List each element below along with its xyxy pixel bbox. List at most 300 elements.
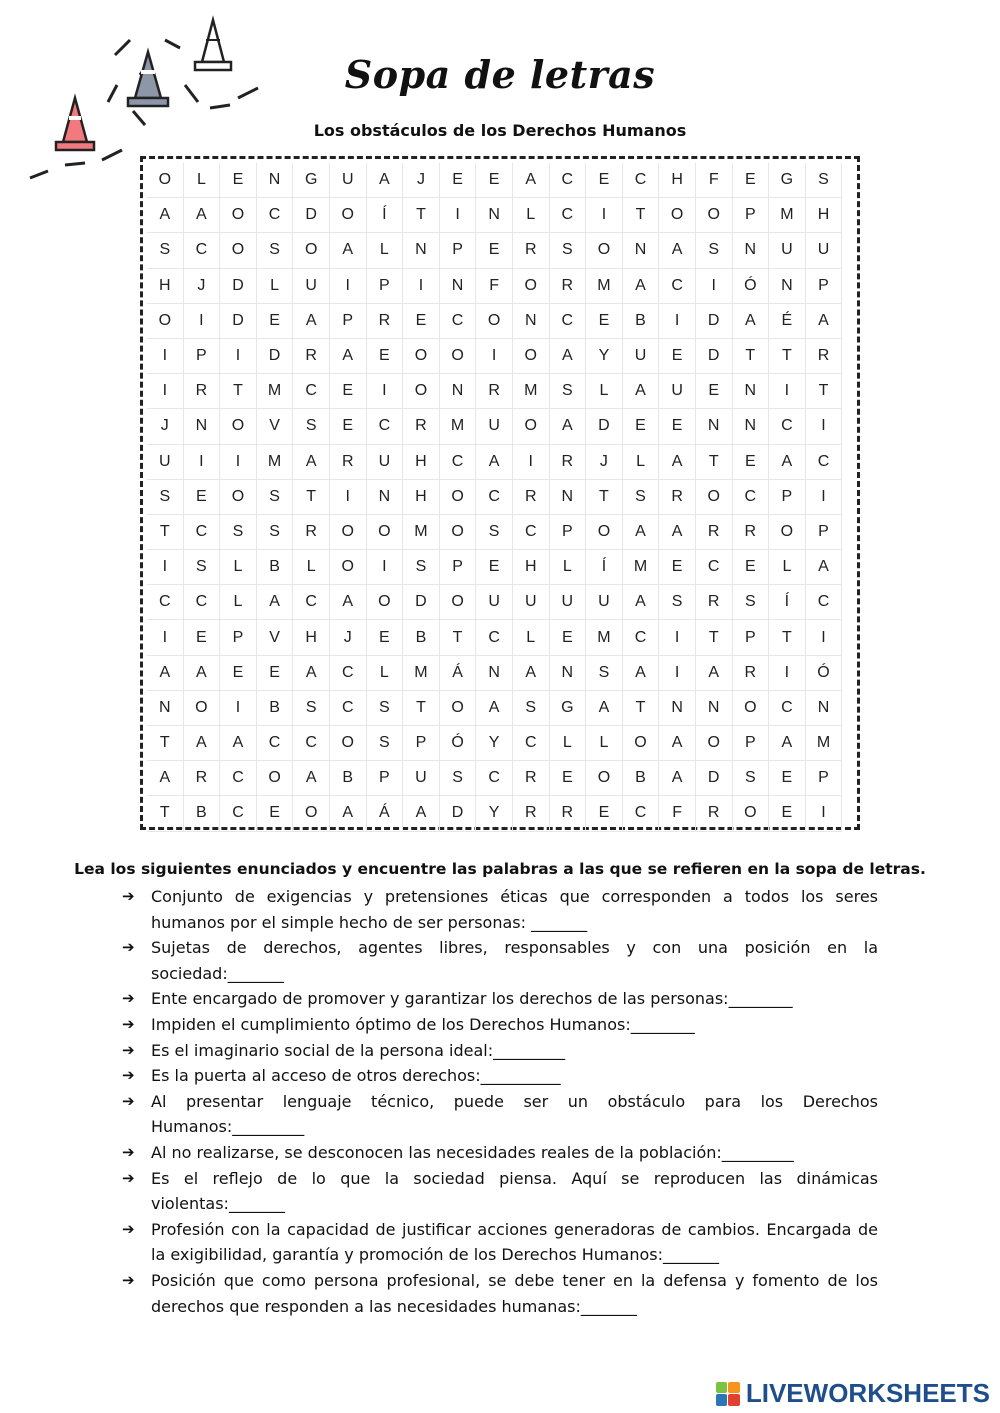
grid-cell[interactable]: G	[550, 691, 587, 726]
grid-cell[interactable]: O	[257, 761, 294, 796]
grid-cell[interactable]: C	[696, 550, 733, 585]
grid-cell[interactable]: D	[696, 339, 733, 374]
grid-cell[interactable]: B	[257, 691, 294, 726]
grid-cell[interactable]: A	[623, 374, 660, 409]
grid-cell[interactable]: A	[293, 656, 330, 691]
grid-cell[interactable]: A	[659, 761, 696, 796]
grid-cell[interactable]: L	[367, 233, 404, 268]
grid-cell[interactable]: H	[403, 445, 440, 480]
grid-cell[interactable]: H	[293, 620, 330, 655]
grid-cell[interactable]: S	[293, 409, 330, 444]
grid-cell[interactable]: N	[696, 691, 733, 726]
grid-cell[interactable]: A	[659, 726, 696, 761]
grid-cell[interactable]: E	[330, 374, 367, 409]
grid-cell[interactable]: O	[367, 515, 404, 550]
grid-cell[interactable]: A	[330, 585, 367, 620]
grid-cell[interactable]: D	[220, 304, 257, 339]
grid-cell[interactable]: E	[367, 339, 404, 374]
grid-cell[interactable]: R	[696, 796, 733, 831]
grid-cell[interactable]: C	[806, 445, 843, 480]
grid-cell[interactable]: A	[659, 445, 696, 480]
grid-cell[interactable]: C	[220, 761, 257, 796]
grid-cell[interactable]: L	[513, 198, 550, 233]
grid-cell[interactable]: C	[293, 374, 330, 409]
grid-cell[interactable]: O	[586, 761, 623, 796]
grid-cell[interactable]: M	[586, 269, 623, 304]
grid-cell[interactable]: P	[733, 198, 770, 233]
grid-cell[interactable]: R	[696, 515, 733, 550]
grid-cell[interactable]: I	[659, 620, 696, 655]
grid-cell[interactable]: B	[330, 761, 367, 796]
grid-cell[interactable]: R	[330, 445, 367, 480]
grid-cell[interactable]: R	[513, 761, 550, 796]
grid-cell[interactable]: R	[513, 796, 550, 831]
grid-cell[interactable]: E	[184, 480, 221, 515]
grid-cell[interactable]: P	[806, 761, 843, 796]
grid-cell[interactable]: C	[476, 620, 513, 655]
grid-cell[interactable]: I	[220, 339, 257, 374]
grid-cell[interactable]: S	[147, 233, 184, 268]
grid-cell[interactable]: E	[257, 656, 294, 691]
grid-cell[interactable]: E	[659, 339, 696, 374]
grid-cell[interactable]: D	[696, 304, 733, 339]
grid-cell[interactable]: E	[696, 374, 733, 409]
grid-cell[interactable]: A	[293, 304, 330, 339]
grid-cell[interactable]: N	[367, 480, 404, 515]
grid-cell[interactable]: T	[440, 620, 477, 655]
grid-cell[interactable]: N	[147, 691, 184, 726]
grid-cell[interactable]: O	[659, 198, 696, 233]
grid-cell[interactable]: T	[806, 374, 843, 409]
grid-cell[interactable]: O	[330, 515, 367, 550]
grid-cell[interactable]: E	[184, 620, 221, 655]
grid-cell[interactable]: D	[257, 339, 294, 374]
grid-cell[interactable]: M	[769, 198, 806, 233]
grid-cell[interactable]: S	[367, 691, 404, 726]
grid-cell[interactable]: O	[220, 480, 257, 515]
grid-cell[interactable]: P	[733, 726, 770, 761]
grid-cell[interactable]: P	[733, 620, 770, 655]
grid-cell[interactable]: E	[733, 163, 770, 198]
grid-cell[interactable]: S	[586, 656, 623, 691]
grid-cell[interactable]: A	[513, 163, 550, 198]
grid-cell[interactable]: O	[586, 233, 623, 268]
grid-cell[interactable]: E	[476, 233, 513, 268]
grid-cell[interactable]: N	[513, 304, 550, 339]
grid-cell[interactable]: C	[476, 480, 513, 515]
grid-cell[interactable]: J	[586, 445, 623, 480]
grid-cell[interactable]: I	[184, 445, 221, 480]
grid-cell[interactable]: O	[147, 304, 184, 339]
grid-cell[interactable]: E	[367, 620, 404, 655]
grid-cell[interactable]: S	[733, 761, 770, 796]
grid-cell[interactable]: O	[293, 233, 330, 268]
grid-cell[interactable]: N	[733, 233, 770, 268]
grid-cell[interactable]: O	[440, 691, 477, 726]
grid-cell[interactable]: O	[440, 480, 477, 515]
grid-cell[interactable]: L	[550, 550, 587, 585]
grid-cell[interactable]: I	[696, 269, 733, 304]
grid-cell[interactable]: L	[623, 445, 660, 480]
grid-cell[interactable]: C	[513, 726, 550, 761]
grid-cell[interactable]: A	[659, 515, 696, 550]
grid-cell[interactable]: C	[550, 163, 587, 198]
grid-cell[interactable]: I	[806, 480, 843, 515]
grid-cell[interactable]: C	[733, 480, 770, 515]
grid-cell[interactable]: S	[403, 550, 440, 585]
grid-cell[interactable]: A	[147, 761, 184, 796]
grid-cell[interactable]: H	[806, 198, 843, 233]
grid-cell[interactable]: R	[513, 480, 550, 515]
grid-cell[interactable]: I	[806, 796, 843, 831]
grid-cell[interactable]: I	[513, 445, 550, 480]
grid-cell[interactable]: E	[476, 550, 513, 585]
grid-cell[interactable]: E	[257, 796, 294, 831]
grid-cell[interactable]: U	[623, 339, 660, 374]
grid-cell[interactable]: C	[769, 409, 806, 444]
grid-cell[interactable]: U	[806, 233, 843, 268]
grid-cell[interactable]: R	[733, 515, 770, 550]
grid-cell[interactable]: L	[367, 656, 404, 691]
grid-cell[interactable]: A	[293, 761, 330, 796]
grid-cell[interactable]: Ó	[806, 656, 843, 691]
grid-cell[interactable]: S	[293, 691, 330, 726]
grid-cell[interactable]: T	[586, 480, 623, 515]
grid-cell[interactable]: Ó	[733, 269, 770, 304]
grid-cell[interactable]: E	[257, 304, 294, 339]
grid-cell[interactable]: C	[440, 445, 477, 480]
grid-cell[interactable]: C	[367, 409, 404, 444]
grid-cell[interactable]: F	[659, 796, 696, 831]
grid-cell[interactable]: J	[184, 269, 221, 304]
grid-cell[interactable]: O	[330, 550, 367, 585]
grid-cell[interactable]: G	[769, 163, 806, 198]
grid-cell[interactable]: D	[586, 409, 623, 444]
grid-cell[interactable]: B	[623, 304, 660, 339]
grid-cell[interactable]: U	[476, 585, 513, 620]
grid-cell[interactable]: E	[659, 550, 696, 585]
grid-cell[interactable]: U	[586, 585, 623, 620]
grid-cell[interactable]: O	[769, 515, 806, 550]
grid-cell[interactable]: N	[733, 409, 770, 444]
grid-cell[interactable]: I	[330, 269, 367, 304]
grid-cell[interactable]: U	[147, 445, 184, 480]
grid-cell[interactable]: E	[623, 409, 660, 444]
grid-cell[interactable]: N	[550, 480, 587, 515]
grid-cell[interactable]: C	[550, 198, 587, 233]
grid-cell[interactable]: L	[220, 550, 257, 585]
grid-cell[interactable]: O	[733, 691, 770, 726]
grid-cell[interactable]: I	[586, 198, 623, 233]
grid-cell[interactable]: N	[403, 233, 440, 268]
grid-cell[interactable]: L	[293, 550, 330, 585]
grid-cell[interactable]: S	[513, 691, 550, 726]
grid-cell[interactable]: C	[330, 691, 367, 726]
grid-cell[interactable]: M	[806, 726, 843, 761]
grid-cell[interactable]: I	[403, 269, 440, 304]
grid-cell[interactable]: I	[147, 550, 184, 585]
grid-cell[interactable]: M	[403, 515, 440, 550]
grid-cell[interactable]: A	[257, 585, 294, 620]
grid-cell[interactable]: C	[769, 691, 806, 726]
grid-cell[interactable]: O	[623, 726, 660, 761]
grid-cell[interactable]: S	[147, 480, 184, 515]
grid-cell[interactable]: C	[257, 198, 294, 233]
grid-cell[interactable]: T	[769, 339, 806, 374]
grid-cell[interactable]: T	[147, 726, 184, 761]
grid-cell[interactable]: O	[293, 796, 330, 831]
grid-cell[interactable]: H	[403, 480, 440, 515]
grid-cell[interactable]: Í	[586, 550, 623, 585]
grid-cell[interactable]: C	[293, 585, 330, 620]
grid-cell[interactable]: Ó	[440, 726, 477, 761]
grid-cell[interactable]: O	[403, 374, 440, 409]
grid-cell[interactable]: C	[440, 304, 477, 339]
grid-cell[interactable]: R	[184, 374, 221, 409]
grid-cell[interactable]: B	[257, 550, 294, 585]
grid-cell[interactable]: P	[440, 233, 477, 268]
grid-cell[interactable]: V	[257, 620, 294, 655]
grid-cell[interactable]: U	[293, 269, 330, 304]
grid-cell[interactable]: U	[403, 761, 440, 796]
grid-cell[interactable]: T	[696, 445, 733, 480]
grid-cell[interactable]: E	[550, 761, 587, 796]
grid-cell[interactable]: N	[806, 691, 843, 726]
grid-cell[interactable]: O	[440, 515, 477, 550]
grid-cell[interactable]: P	[806, 269, 843, 304]
grid-cell[interactable]: N	[184, 409, 221, 444]
grid-cell[interactable]: A	[184, 198, 221, 233]
grid-cell[interactable]: I	[659, 656, 696, 691]
grid-cell[interactable]: O	[330, 198, 367, 233]
grid-cell[interactable]: E	[769, 796, 806, 831]
grid-cell[interactable]: O	[367, 585, 404, 620]
grid-cell[interactable]: R	[184, 761, 221, 796]
grid-cell[interactable]: C	[476, 761, 513, 796]
grid-cell[interactable]: U	[550, 585, 587, 620]
grid-cell[interactable]: O	[440, 585, 477, 620]
grid-cell[interactable]: L	[586, 374, 623, 409]
grid-cell[interactable]: E	[586, 304, 623, 339]
grid-cell[interactable]: P	[550, 515, 587, 550]
grid-cell[interactable]: A	[623, 269, 660, 304]
grid-cell[interactable]: Í	[367, 198, 404, 233]
grid-cell[interactable]: P	[367, 761, 404, 796]
grid-cell[interactable]: M	[257, 374, 294, 409]
grid-cell[interactable]: A	[184, 726, 221, 761]
grid-cell[interactable]: L	[513, 620, 550, 655]
grid-cell[interactable]: H	[659, 163, 696, 198]
grid-cell[interactable]: A	[550, 409, 587, 444]
grid-cell[interactable]: E	[476, 163, 513, 198]
grid-cell[interactable]: O	[184, 691, 221, 726]
grid-cell[interactable]: I	[147, 374, 184, 409]
grid-cell[interactable]: T	[403, 198, 440, 233]
grid-cell[interactable]: G	[293, 163, 330, 198]
grid-cell[interactable]: U	[769, 233, 806, 268]
grid-cell[interactable]: I	[476, 339, 513, 374]
grid-cell[interactable]: U	[476, 409, 513, 444]
grid-cell[interactable]: T	[769, 620, 806, 655]
grid-cell[interactable]: S	[806, 163, 843, 198]
grid-cell[interactable]: I	[440, 198, 477, 233]
grid-cell[interactable]: P	[806, 515, 843, 550]
grid-cell[interactable]: C	[220, 796, 257, 831]
grid-cell[interactable]: T	[403, 691, 440, 726]
grid-cell[interactable]: A	[147, 198, 184, 233]
grid-cell[interactable]: N	[769, 269, 806, 304]
grid-cell[interactable]: D	[293, 198, 330, 233]
grid-cell[interactable]: A	[806, 550, 843, 585]
grid-cell[interactable]: L	[586, 726, 623, 761]
grid-cell[interactable]: C	[184, 515, 221, 550]
grid-cell[interactable]: T	[293, 480, 330, 515]
grid-cell[interactable]: F	[696, 163, 733, 198]
grid-cell[interactable]: P	[440, 550, 477, 585]
grid-cell[interactable]: A	[769, 445, 806, 480]
grid-cell[interactable]: A	[476, 445, 513, 480]
grid-cell[interactable]: A	[367, 163, 404, 198]
grid-cell[interactable]: T	[733, 339, 770, 374]
grid-cell[interactable]: E	[330, 409, 367, 444]
grid-cell[interactable]: C	[623, 163, 660, 198]
grid-cell[interactable]: O	[513, 409, 550, 444]
grid-cell[interactable]: A	[330, 233, 367, 268]
grid-cell[interactable]: C	[623, 796, 660, 831]
grid-cell[interactable]: C	[293, 726, 330, 761]
grid-cell[interactable]: L	[769, 550, 806, 585]
grid-cell[interactable]: A	[659, 233, 696, 268]
grid-cell[interactable]: O	[220, 409, 257, 444]
grid-cell[interactable]: O	[330, 726, 367, 761]
grid-cell[interactable]: I	[769, 374, 806, 409]
grid-cell[interactable]: A	[330, 796, 367, 831]
grid-cell[interactable]: A	[769, 726, 806, 761]
grid-cell[interactable]: M	[623, 550, 660, 585]
grid-cell[interactable]: B	[184, 796, 221, 831]
grid-cell[interactable]: C	[513, 515, 550, 550]
grid-cell[interactable]: Y	[476, 726, 513, 761]
grid-cell[interactable]: A	[550, 339, 587, 374]
grid-cell[interactable]: A	[293, 445, 330, 480]
grid-cell[interactable]: O	[696, 726, 733, 761]
grid-cell[interactable]: S	[257, 480, 294, 515]
grid-cell[interactable]: I	[147, 339, 184, 374]
grid-cell[interactable]: R	[293, 339, 330, 374]
grid-cell[interactable]: R	[293, 515, 330, 550]
grid-cell[interactable]: C	[623, 620, 660, 655]
grid-cell[interactable]: P	[184, 339, 221, 374]
grid-cell[interactable]: N	[476, 656, 513, 691]
grid-cell[interactable]: T	[220, 374, 257, 409]
grid-cell[interactable]: S	[659, 585, 696, 620]
grid-cell[interactable]: R	[403, 409, 440, 444]
grid-cell[interactable]: T	[696, 620, 733, 655]
grid-cell[interactable]: I	[220, 691, 257, 726]
grid-cell[interactable]: A	[220, 726, 257, 761]
grid-cell[interactable]: Y	[476, 796, 513, 831]
grid-cell[interactable]: A	[513, 656, 550, 691]
grid-cell[interactable]: H	[513, 550, 550, 585]
grid-cell[interactable]: N	[733, 374, 770, 409]
grid-cell[interactable]: E	[586, 163, 623, 198]
grid-cell[interactable]: Á	[367, 796, 404, 831]
grid-cell[interactable]: A	[330, 339, 367, 374]
grid-cell[interactable]: E	[659, 409, 696, 444]
grid-cell[interactable]: O	[696, 480, 733, 515]
grid-cell[interactable]: A	[586, 691, 623, 726]
grid-cell[interactable]: O	[476, 304, 513, 339]
grid-cell[interactable]: A	[806, 304, 843, 339]
grid-cell[interactable]: C	[184, 585, 221, 620]
grid-cell[interactable]: U	[513, 585, 550, 620]
grid-cell[interactable]: S	[257, 233, 294, 268]
grid-cell[interactable]: S	[184, 550, 221, 585]
grid-cell[interactable]: J	[403, 163, 440, 198]
grid-cell[interactable]: P	[330, 304, 367, 339]
grid-cell[interactable]: O	[403, 339, 440, 374]
grid-cell[interactable]: S	[440, 761, 477, 796]
grid-cell[interactable]: A	[403, 796, 440, 831]
grid-cell[interactable]: L	[220, 585, 257, 620]
grid-cell[interactable]: O	[220, 198, 257, 233]
grid-cell[interactable]: N	[550, 656, 587, 691]
grid-cell[interactable]: A	[733, 304, 770, 339]
grid-cell[interactable]: D	[440, 796, 477, 831]
grid-cell[interactable]: U	[659, 374, 696, 409]
grid-cell[interactable]: E	[220, 163, 257, 198]
grid-cell[interactable]: M	[257, 445, 294, 480]
grid-cell[interactable]: R	[550, 269, 587, 304]
grid-cell[interactable]: Á	[440, 656, 477, 691]
grid-cell[interactable]: M	[513, 374, 550, 409]
grid-cell[interactable]: N	[440, 374, 477, 409]
grid-cell[interactable]: D	[696, 761, 733, 796]
grid-cell[interactable]: C	[659, 269, 696, 304]
grid-cell[interactable]: C	[550, 304, 587, 339]
grid-cell[interactable]: A	[696, 656, 733, 691]
grid-cell[interactable]: É	[769, 304, 806, 339]
grid-cell[interactable]: I	[659, 304, 696, 339]
grid-cell[interactable]: R	[659, 480, 696, 515]
grid-cell[interactable]: I	[806, 409, 843, 444]
grid-cell[interactable]: L	[550, 726, 587, 761]
grid-cell[interactable]: C	[147, 585, 184, 620]
grid-cell[interactable]: R	[806, 339, 843, 374]
grid-cell[interactable]: C	[184, 233, 221, 268]
grid-cell[interactable]: T	[623, 198, 660, 233]
grid-cell[interactable]: E	[440, 163, 477, 198]
grid-cell[interactable]: L	[257, 269, 294, 304]
grid-cell[interactable]: N	[623, 233, 660, 268]
grid-cell[interactable]: R	[367, 304, 404, 339]
grid-cell[interactable]: O	[586, 515, 623, 550]
grid-cell[interactable]: U	[367, 445, 404, 480]
grid-cell[interactable]: D	[220, 269, 257, 304]
grid-cell[interactable]: I	[769, 656, 806, 691]
grid-cell[interactable]: M	[403, 656, 440, 691]
grid-cell[interactable]: M	[586, 620, 623, 655]
grid-cell[interactable]: L	[184, 163, 221, 198]
grid-cell[interactable]: A	[623, 515, 660, 550]
grid-cell[interactable]: I	[330, 480, 367, 515]
grid-cell[interactable]: I	[184, 304, 221, 339]
grid-cell[interactable]: S	[550, 374, 587, 409]
grid-cell[interactable]: E	[733, 445, 770, 480]
grid-cell[interactable]: P	[769, 480, 806, 515]
grid-cell[interactable]: S	[733, 585, 770, 620]
grid-cell[interactable]: S	[550, 233, 587, 268]
